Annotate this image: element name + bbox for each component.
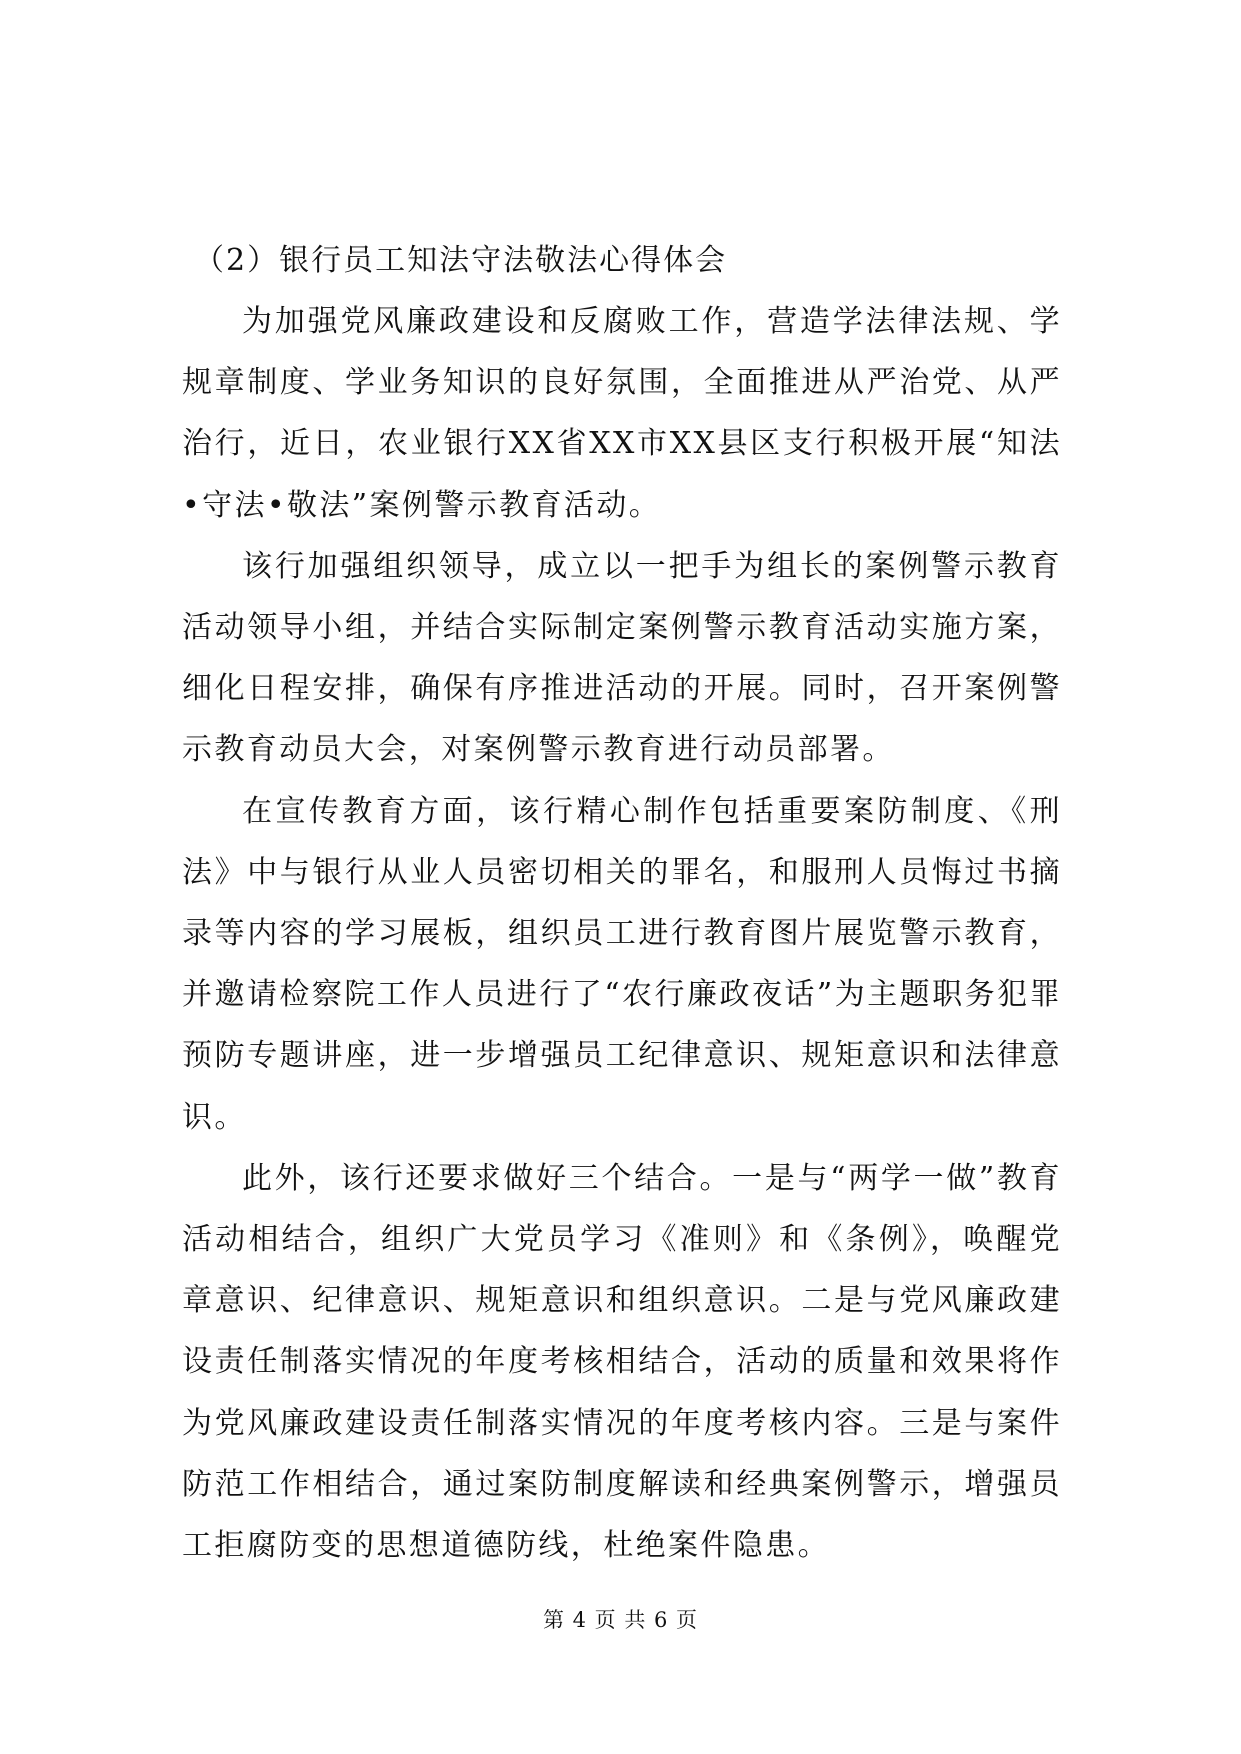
paragraph-3: 在宣传教育方面，该行精心制作包括重要案防制度、《刑法》中与银行从业人员密切相关的罪名，和服刑人员悔过书摘录等内容的学习展板，组织员工进行教育图片展览警示教育，并邀请检察院工作人员进行了“农行廉政夜话”为主题职务犯罪预防专题讲座，进一步增强员工纪律意识、规矩意识和法律意识。: [182, 793, 1062, 1135]
section-heading: （2）银行员工知法守法敬法心得体会: [194, 243, 728, 278]
paragraph-4: 此外，该行还要求做好三个结合。一是与“两学一做”教育活动相结合，组织广大党员学习《准则》和《条例》，唤醒党章意识、纪律意识、规矩意识和组织意识。二是与党风廉政建设责任制落实情况的年度考核相结合，活动的质量和效果将作为党风廉政建设责任制落实情况的年度考核内容。三是与案件防范工作相结合，通过案防制度解读和经典案例警示，增强员工拒腐防变的思想道德防线，杜绝案件隐患。: [182, 1160, 1062, 1564]
paragraph-2: 该行加强组织领导，成立以一把手为组长的案例警示教育活动领导小组，并结合实际制定案例警示教育活动实施方案，细化日程安排，确保有序推进活动的开展。同时，召开案例警示教育动员大会，对案例警示教育进行动员部署。: [182, 548, 1062, 768]
document-body: [182, 230, 1062, 1576]
page-footer: 第 4 页 共 6 页: [542, 1608, 699, 1632]
paragraph-1: 为加强党风廉政建设和反腐败工作，营造学法律法规、学规章制度、学业务知识的良好氛围，全面推进从严治党、从严治行，近日，农业银行XX省XX市XX县区支行积极开展“知法•守法•敬法”案例警示教育活动。: [182, 304, 1062, 523]
